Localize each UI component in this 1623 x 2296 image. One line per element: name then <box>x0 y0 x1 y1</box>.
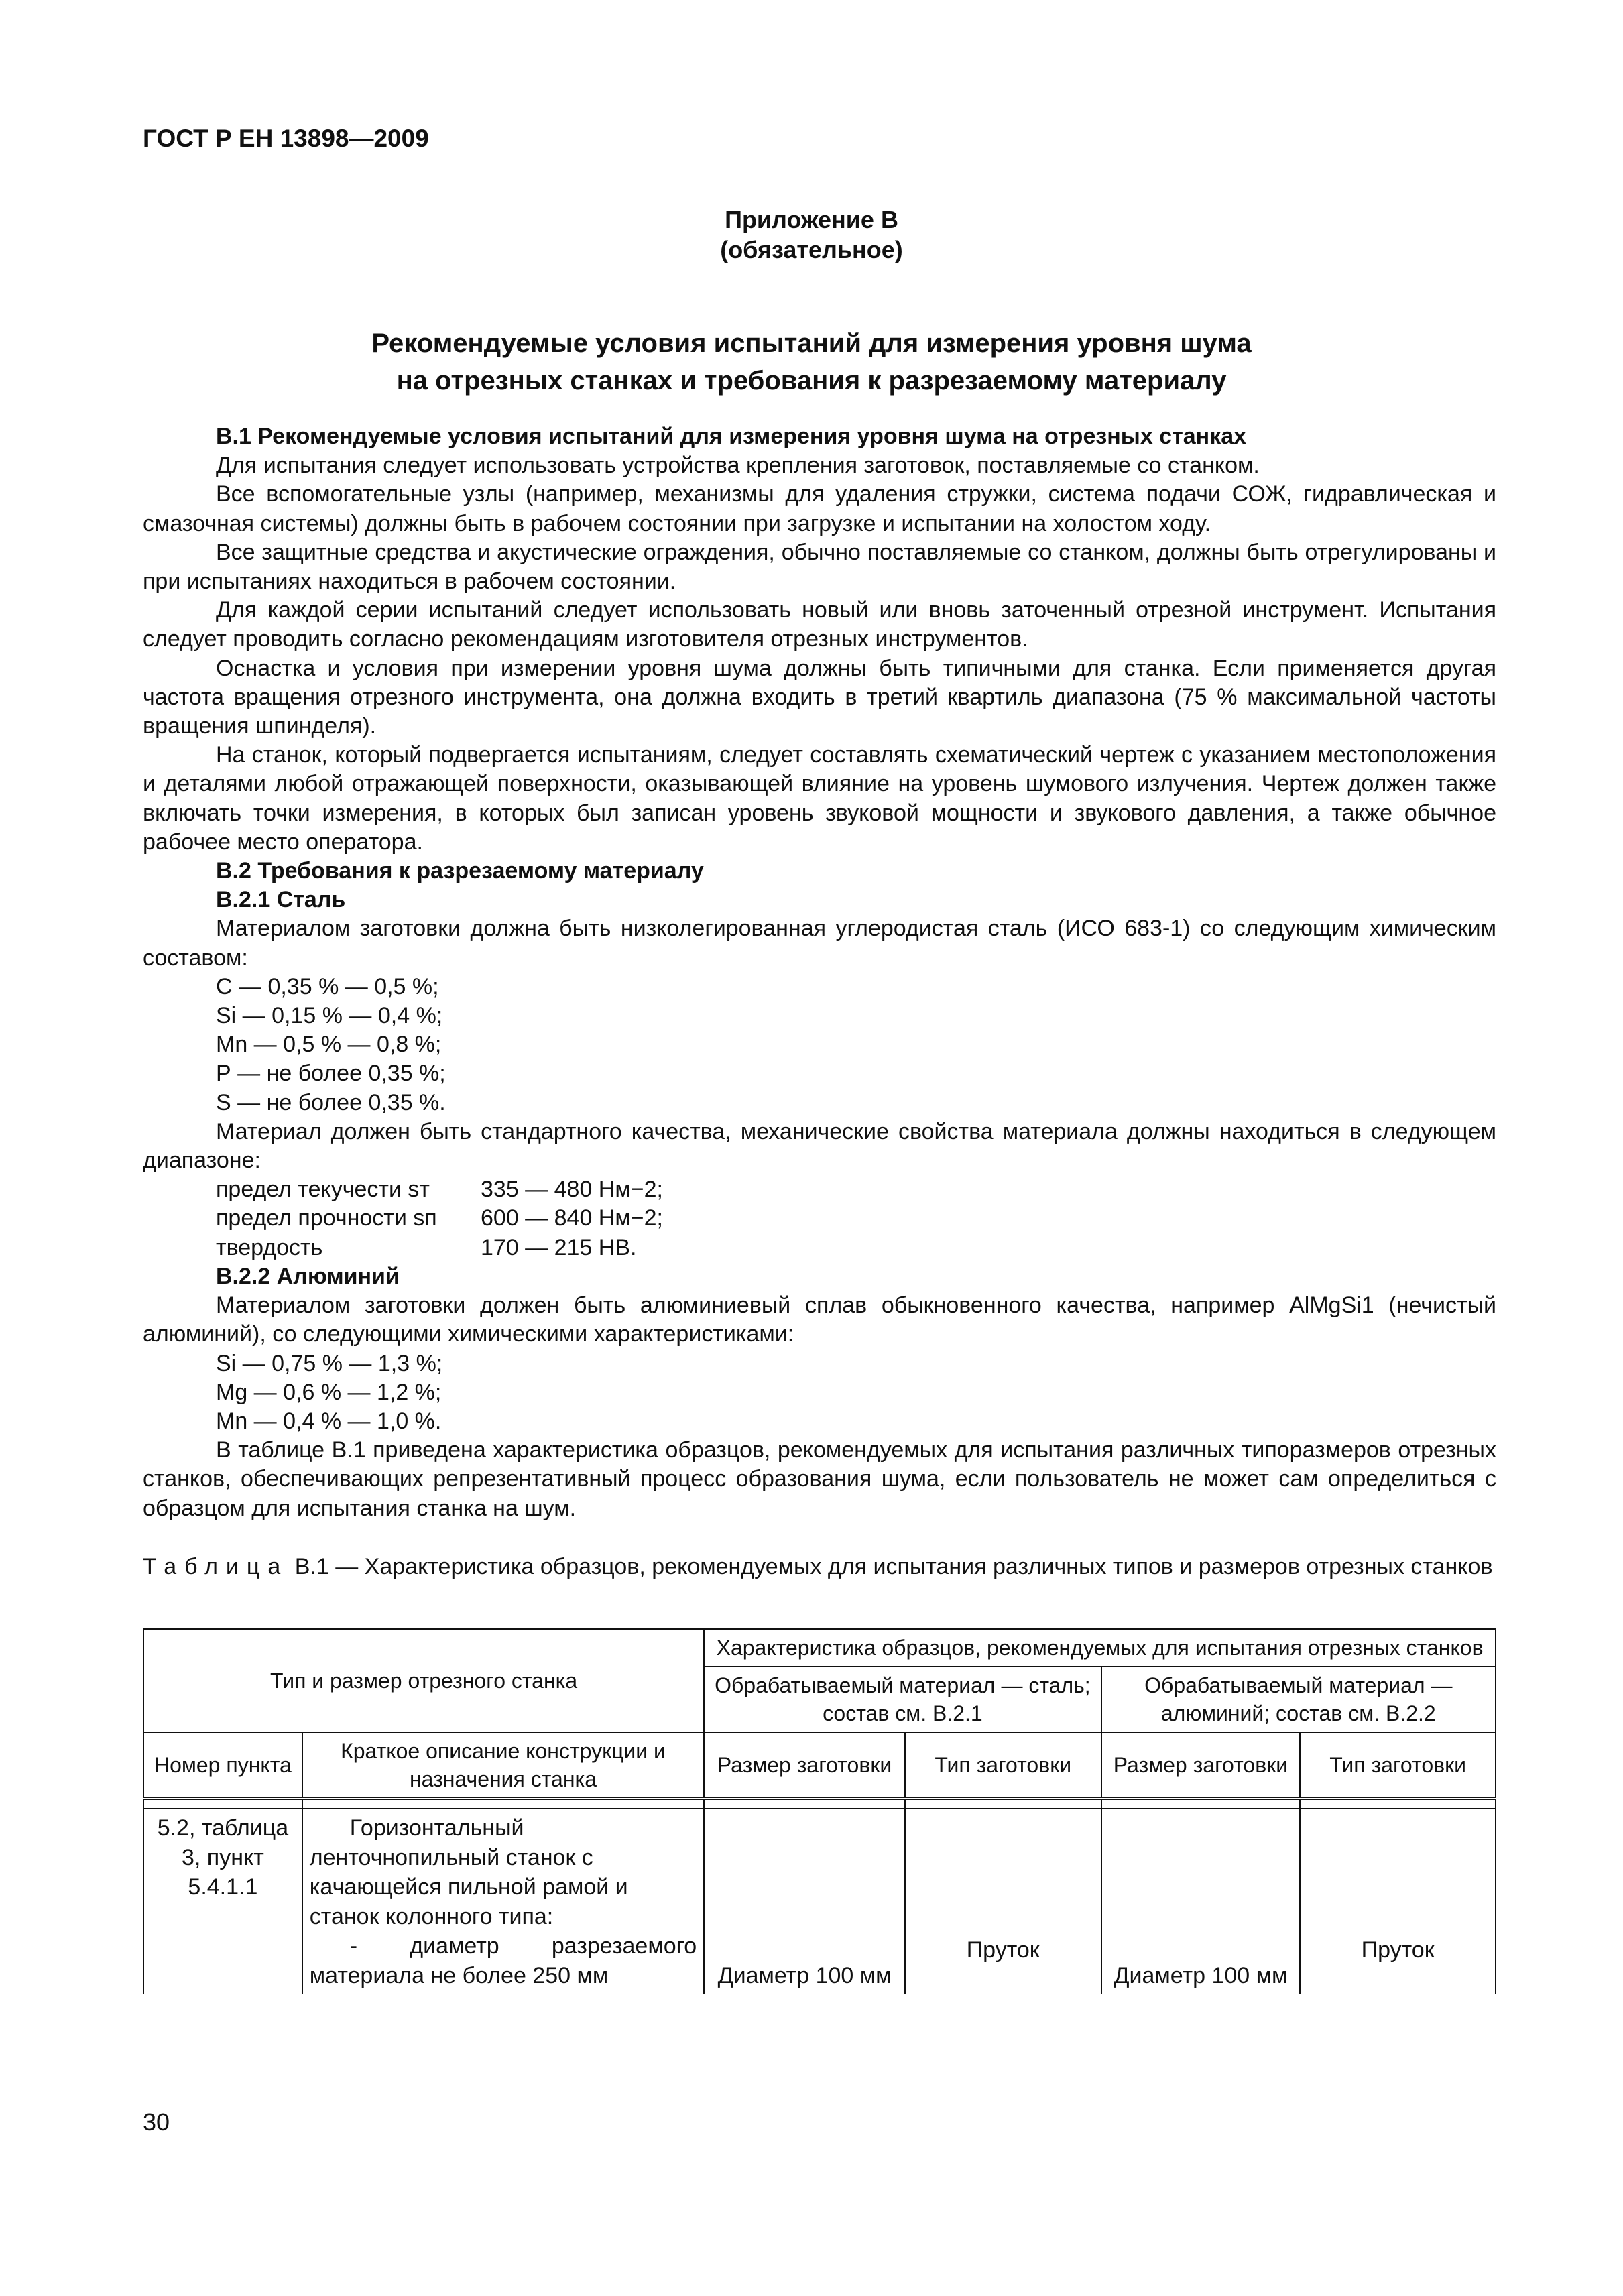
description-text: - диаметр разрезаемого материала не более 250 мм <box>309 1933 697 1988</box>
property-row <box>143 1175 1496 1204</box>
item-number: 5.2, таблица 3, пункт 5.4.1.1 <box>143 1809 302 1994</box>
paragraph: Все защитные средства и акустические ограждения, обычно поставляемые со станком, должны быть отрегулированы и при испытаниях находиться в рабочем состоянии. <box>143 539 1496 595</box>
header-item-no: Номер пункта <box>143 1732 302 1799</box>
table-caption-text: В.1 — Характеристика образцов, рекомендуемых для испытания различных типов и размеров отрезных станков <box>288 1553 1493 1579</box>
aluminium-kind: Пруток <box>1300 1809 1496 1994</box>
composition-item: Si — 0,75 % — 1,3 %; <box>216 1350 443 1376</box>
composition-item: Mn — 0,5 % — 0,8 %; <box>216 1032 442 1058</box>
composition-item: S — не более 0,35 %. <box>216 1089 446 1115</box>
section-b1-heading: В.1 Рекомендуемые условия испытаний для измерения уровня шума на отрезных станках <box>216 424 1247 449</box>
paragraph: Для испытания следует использовать устройства крепления заготовок, поставляемые со станком. <box>216 452 1260 479</box>
header-type-size: Тип и размер отрезного станка <box>143 1629 704 1732</box>
paragraph: Материалом заготовки должна быть низколегированная углеродистая сталь (ИСО 683-1) со следующим химическим составом: <box>143 916 1496 971</box>
table-header-row <box>143 1732 1496 1799</box>
property-row <box>143 1233 1496 1262</box>
paragraph: Все вспомогательные узлы (например, механизмы для удаления стружки, система подачи СОЖ, гидравлическая и смазочная системы) должны быть в рабочем состоянии при загрузке и испытании на холостом ходу. <box>143 481 1496 536</box>
title-line-2: на отрезных станках и требования к разрезаемому материалу <box>396 366 1227 396</box>
paragraph: Материалом заготовки должен быть алюминиевый сплав обыкновенного качества, например AlMgSi1 (нечистый алюминий), со следующими химическими характеристиками: <box>143 1292 1496 1347</box>
annex-main-title <box>0 324 1623 400</box>
document-code: ГОСТ Р ЕН 13898—2009 <box>143 125 429 152</box>
paragraph: На станок, который подвергается испытаниям, следует составлять схематический чертеж с указанием местоположения и деталями любой отражающей поверхности, оказывающей влияние на уровень шумового излучения. Чертеж должен также включать точки измерения, в которых был записан уровень звуковой мощности и звукового давления, а также обычное рабочее место оператора. <box>143 742 1496 855</box>
header-kind: Тип заготовки <box>1300 1732 1496 1799</box>
paragraph: В таблице В.1 приведена характеристика образцов, рекомендуемых для испытания различных типоразмеров отрезных станков, обеспечивающих репрезентативный процесс образования шума, если пользователь не может сам определиться с образцом для испытания станка на шум. <box>143 1437 1496 1521</box>
table-caption <box>143 1553 1496 1581</box>
header-size: Размер заготовки <box>1101 1732 1301 1799</box>
header-characteristic: Характеристика образцов, рекомендуемых для испытания отрезных станков <box>704 1629 1496 1667</box>
steel-size: Диаметр 100 мм <box>704 1809 905 1994</box>
property-name: твердость <box>216 1234 323 1260</box>
composition-item: Mn — 0,4 % — 1,0 %. <box>216 1408 442 1434</box>
header-aluminium: Обрабатываемый материал — алюминий; состав см. В.2.2 <box>1101 1667 1496 1732</box>
table-row <box>143 1809 1496 1994</box>
header-steel: Обрабатываемый материал — сталь; состав см. В.2.1 <box>704 1667 1101 1732</box>
body-text <box>143 422 1496 1581</box>
property-row <box>143 1204 1496 1233</box>
section-b22-heading: В.2.2 Алюминий <box>216 1263 400 1289</box>
property-name: предел текучести sт <box>216 1176 430 1203</box>
header-kind: Тип заготовки <box>905 1732 1101 1799</box>
composition-item: Mg — 0,6 % — 1,2 %; <box>216 1379 442 1405</box>
aluminium-size: Диаметр 100 мм <box>1101 1809 1301 1994</box>
specimen-table <box>143 1628 1496 1994</box>
annex-type: (обязательное) <box>720 236 903 263</box>
property-value: 600 — 840 Нм−2; <box>481 1205 663 1231</box>
composition-item: С — 0,35 % — 0,5 %; <box>216 973 439 1000</box>
property-value: 170 — 215 НВ. <box>481 1234 637 1260</box>
property-value: 335 — 480 Нм−2; <box>481 1176 663 1203</box>
title-line-1: Рекомендуемые условия испытаний для измерения уровня шума <box>371 328 1252 358</box>
composition-item: Р — не более 0,35 %; <box>216 1061 446 1087</box>
annex-title: Приложение В <box>725 206 898 233</box>
description-text: Горизонтальный ленточнопильный станок с качающейся пильной рамой и станок колонного типа: <box>309 1815 628 1929</box>
section-b21-heading: В.2.1 Сталь <box>216 887 346 913</box>
paragraph: Для каждой серии испытаний следует использовать новый или вновь заточенный отрезной инструмент. Испытания следует проводить согласно рекомендациям изготовителя отрезных инструментов. <box>143 597 1496 652</box>
page-number: 30 <box>143 2108 170 2136</box>
table-caption-label: Таблица <box>143 1553 289 1579</box>
paragraph: Материал должен быть стандартного качества, механические свойства материала должны находиться в следующем диапазоне: <box>143 1118 1496 1174</box>
section-b2-heading: В.2 Требования к разрезаемому материалу <box>216 858 704 884</box>
composition-item: Si — 0,15 % — 0,4 %; <box>216 1003 443 1029</box>
header-description: Краткое описание конструкции и назначения станка <box>302 1732 704 1799</box>
paragraph: Оснастка и условия при измерении уровня шума должны быть типичными для станка. Если применяется другая частота вращения отрезного инструмента, она должна входить в третий квартиль диапазона (75 % максимальной частоты вращения шпинделя). <box>143 655 1496 739</box>
property-name: предел прочности sп <box>216 1205 437 1231</box>
steel-kind: Пруток <box>905 1809 1101 1994</box>
header-size: Размер заготовки <box>704 1732 905 1799</box>
machine-description <box>302 1809 704 1994</box>
table-header-row <box>143 1629 1496 1667</box>
